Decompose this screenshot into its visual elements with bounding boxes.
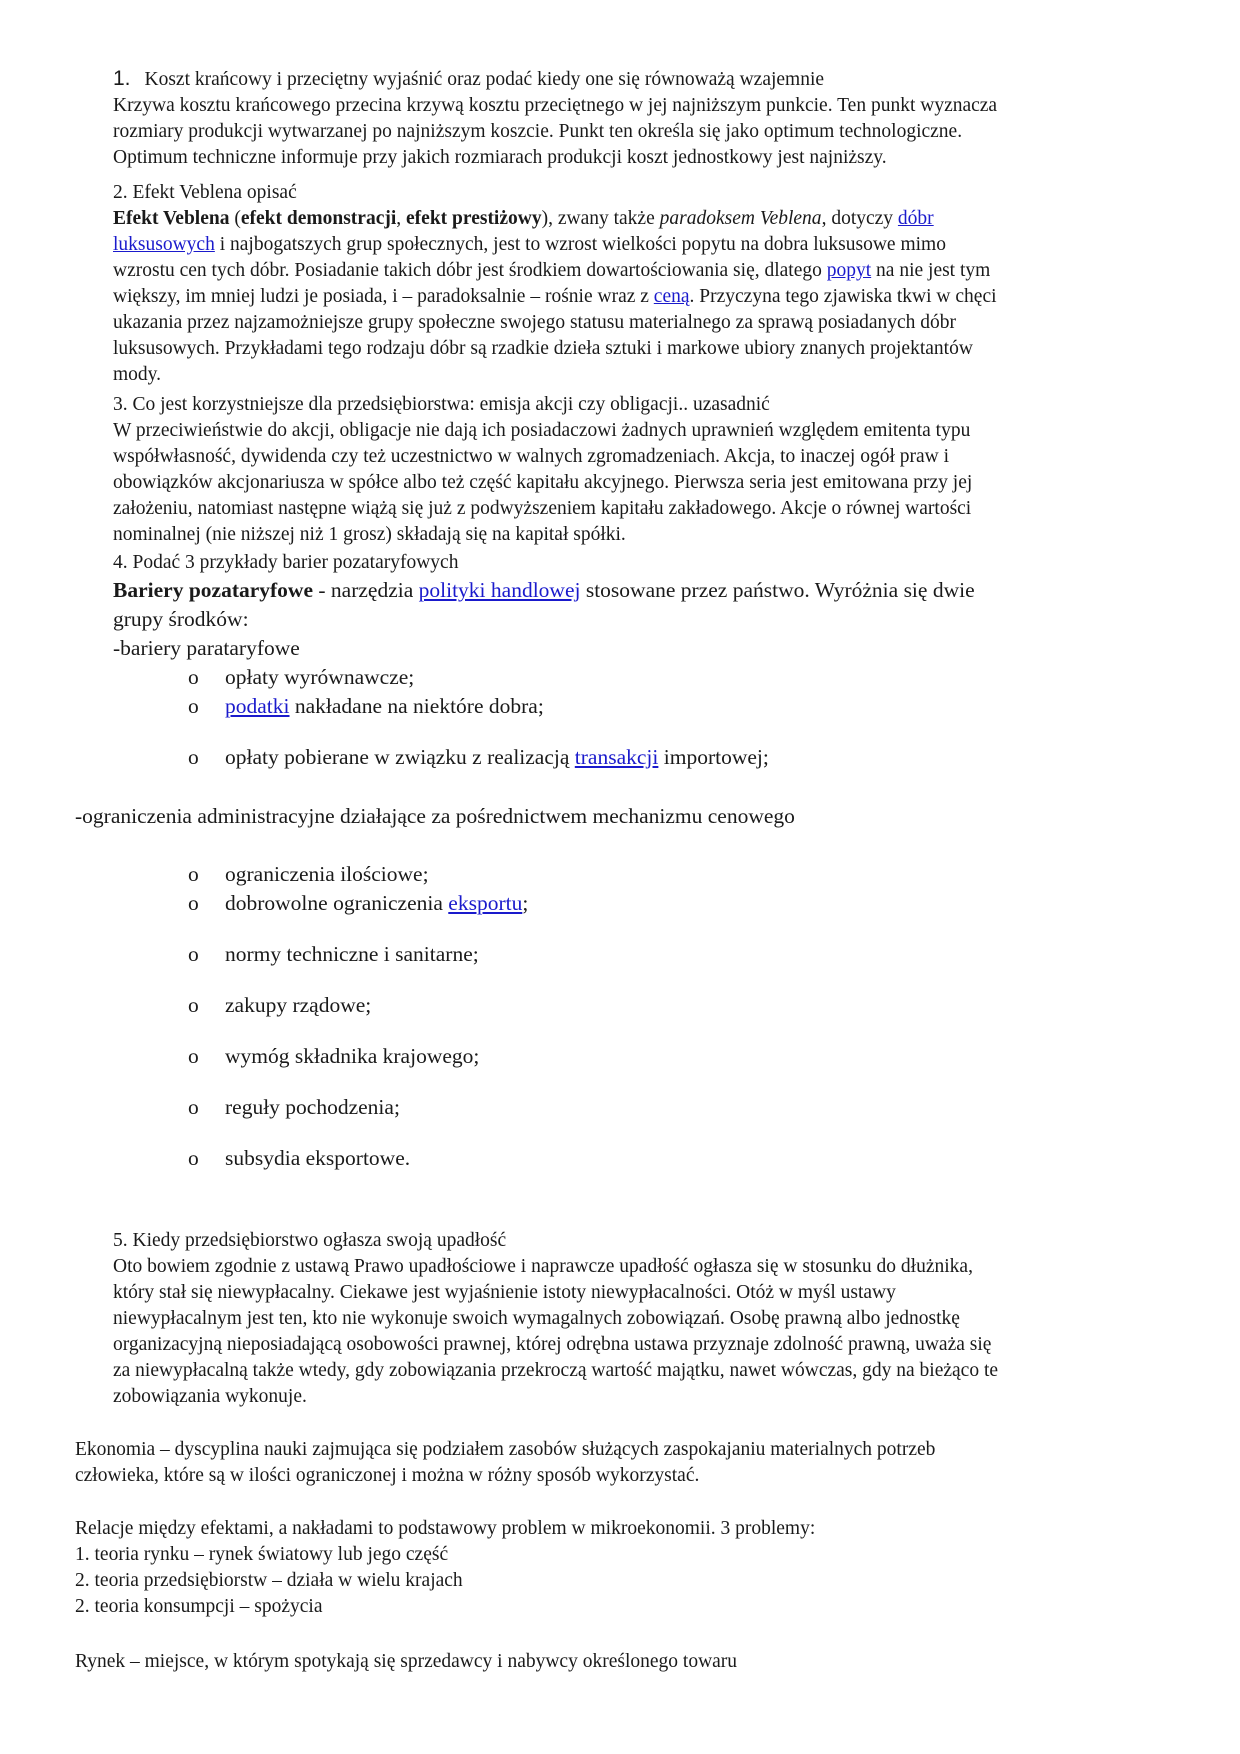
link-dobr[interactable]: dóbr [897, 208, 934, 229]
paragraph-line: nominalnej (nie niższej niż 1 grosz) składają się na kapitał spółki. [113, 524, 626, 545]
inline-text: ; [522, 891, 529, 915]
list-item-text: reguły pochodzenia; [225, 1095, 400, 1119]
bullet-marker: o [188, 745, 199, 769]
paragraph-line: W przeciwieństwie do akcji, obligacje nie dają ich posiadaczowi żadnych uprawnień względem emitenta typu [113, 420, 971, 441]
paragraph-line: Oto bowiem zgodnie z ustawą Prawo upadłościowe i naprawcze upadłość ogłasza się w stosunku do dłużnika, [113, 1256, 973, 1277]
inline-text: większy, im mniej ludzi je posiada, i – paradoksalnie – rośnie wraz z [113, 286, 654, 307]
question-5 [113, 1228, 1163, 1410]
bullet-marker: o [188, 665, 199, 689]
paragraph-line: Relacje między efektami, a nakładami to podstawowy problem w mikroekonomii. 3 problemy: [75, 1518, 816, 1539]
paragraph-line: 1. teoria rynku – rynek światowy lub jego część [75, 1544, 449, 1565]
paragraph-line: Ekonomia – dyscyplina nauki zajmująca się podziałem zasobów służących zaspokajaniu materialnych potrzeb [75, 1439, 936, 1460]
paragraph-line: człowieka, które są w ilości ograniczonej i można w różny sposób wykorzystać. [75, 1465, 700, 1486]
list-item-text [225, 692, 544, 721]
inline-text: ), zwany także [541, 208, 660, 229]
question-1-title: Koszt krańcowy i przeciętny wyjaśnić oraz podać kiedy one się równoważą wzajemnie [144, 69, 825, 90]
link-luksusowych[interactable]: luksusowych [113, 234, 215, 255]
inline-text: i najbogatszych grup społecznych, jest to wzrost wielkości popytu na dobra luksusowe mimo [214, 234, 946, 255]
list-item-text [225, 743, 769, 772]
inline-text: . Przyczyna tego zjawiska tkwi w chęci [689, 286, 997, 307]
paragraph-line: rozmiary produkcji wytwarzanej po najniższym koszcie. Punkt ten określa się jako optimum technologiczne. [113, 121, 963, 142]
paragraph-line: Rynek – miejsce, w którym spotykają się sprzedawcy i nabywcy określonego towaru [75, 1651, 738, 1672]
paragraph-line: który stał się niewypłacalny. Ciekawe jest wyjaśnienie istoty niewypłacalności. Otóż w myśl ustawy [113, 1282, 896, 1303]
question-2-title: 2. Efekt Veblena opisać [113, 182, 297, 203]
note-relacje [75, 1516, 1175, 1620]
paragraph-line: luksusowych. Przykładami tego rodzaju dóbr są rzadkie dzieła sztuki i markowe ubiory znanych projektantów [113, 338, 973, 359]
question-4-definition [113, 576, 1163, 663]
inline-text: importowej; [658, 745, 769, 769]
question-4-title-block [113, 550, 1163, 576]
list-item-text: wymóg składnika krajowego; [225, 1044, 480, 1068]
bullet-marker: o [188, 891, 199, 915]
question-1 [113, 66, 1163, 171]
question-2 [113, 180, 1163, 388]
list-item-text: normy techniczne i sanitarne; [225, 942, 479, 966]
paragraph-line [113, 258, 1163, 284]
paragraph-line [113, 206, 1163, 232]
paragraph-line: 2. teoria konsumpcji – spożycia [75, 1596, 323, 1617]
question-3 [113, 392, 1163, 548]
bold-term: Efekt Veblena [113, 208, 230, 229]
paragraph-line [113, 232, 1163, 258]
italic-term: paradoksem Veblena [659, 208, 822, 229]
inline-text: wzrostu cen tych dóbr. Posiadanie takich dóbr jest środkiem dowartościowania się, dlatego [113, 260, 822, 281]
bold-term: efekt prestiżowy [406, 208, 542, 229]
inline-text: dobrowolne ograniczenia [225, 891, 449, 915]
paragraph-line: organizacyjną nieposiadającą osobowości prawnej, której odrębna ustawa przyznaje zdolność prawną, uważa się [113, 1334, 992, 1355]
bullet-marker: o [188, 1044, 199, 1068]
bullet-marker: o [188, 1095, 199, 1119]
paragraph-line: mody. [113, 364, 162, 385]
list-item-text: ograniczenia ilościowe; [225, 862, 429, 886]
bullet-marker: o [188, 694, 199, 718]
list-item-text: opłaty wyrównawcze; [225, 665, 415, 689]
link-popyt[interactable]: popyt [826, 260, 872, 281]
paragraph-line: założeniu, natomiast następne wiążą się już z podwyższeniem kapitału zakładowego. Akcje o równej wartości [113, 498, 972, 519]
group-heading-parataryfowe: -bariery parataryfowe [113, 636, 300, 660]
note-ekonomia [75, 1437, 1175, 1489]
bullet-marker: o [188, 993, 199, 1017]
link-eksportu[interactable]: eksportu [448, 891, 523, 915]
paragraph-line: 2. teoria przedsiębiorstw – działa w wielu krajach [75, 1570, 463, 1591]
inline-text: nakładane na niektóre dobra; [289, 694, 544, 718]
inline-text: , dotyczy [821, 208, 898, 229]
question-3-title: 3. Co jest korzystniejsze dla przedsiębiorstwa: emisja akcji czy obligacji.. uzasadnić [113, 394, 770, 415]
paragraph-line: Krzywa kosztu krańcowego przecina krzywą kosztu przeciętnego w jej najniższym punkcie. Ten punkt wyznacza [113, 95, 998, 116]
paragraph-line [113, 576, 1163, 605]
paragraph-line: zobowiązania wykonuje. [113, 1386, 307, 1407]
bullet-marker: o [188, 1146, 199, 1170]
list-item-text [225, 889, 528, 918]
question-1-title-line [113, 66, 1163, 93]
list-item-text: subsydia eksportowe. [225, 1146, 411, 1170]
group-heading-administracyjne: -ograniczenia administracyjne działające za pośrednictwem mechanizmu cenowego [75, 804, 795, 828]
paragraph-line: grupy środków: [113, 607, 249, 631]
link-cena[interactable]: ceną [653, 286, 690, 307]
bullet-marker: o [188, 942, 199, 966]
paragraph-line: współwłasność, dywidenda czy też uczestnictwo w walnych zgromadzeniach. Akcja, to inaczej ogół praw i [113, 446, 950, 467]
inline-text: stosowane przez państwo. Wyróżnia się dwie [580, 578, 975, 602]
inline-text: opłaty pobierane w związku z realizacją [225, 745, 575, 769]
note-rynek [75, 1649, 1175, 1675]
link-podatki[interactable]: podatki [225, 694, 290, 718]
bold-term: efekt demonstracji [240, 208, 397, 229]
link-transakcji[interactable]: transakcji [574, 745, 659, 769]
bullet-marker: o [188, 862, 199, 886]
bold-term: Bariery pozataryfowe [113, 578, 313, 602]
inline-text: ( [229, 208, 241, 229]
inline-text: na nie jest tym [871, 260, 991, 281]
paragraph-line: Optimum techniczne informuje przy jakich rozmiarach produkcji koszt jednostkowy jest najniższy. [113, 147, 887, 168]
question-1-number: 1. [113, 67, 131, 90]
inline-text: , [396, 208, 407, 229]
paragraph-line: za niewypłacalną także wtedy, gdy zobowiązania przekroczą wartość majątku, nawet wówczas, gdy na bieżąco te [113, 1360, 999, 1381]
list-item-text: zakupy rządowe; [225, 993, 372, 1017]
paragraph-line: niewypłacalnym jest ten, kto nie wykonuje swoich wymagalnych zobowiązań. Osobę prawną albo jednostkę [113, 1308, 960, 1329]
link-polityki-handlowej[interactable]: polityki handlowej [418, 578, 581, 602]
paragraph-line: ukazania przez najzamożniejsze grupy społeczne swojego statusu materialnego za sprawą posiadanych dóbr [113, 312, 957, 333]
question-4-title: 4. Podać 3 przykłady barier pozataryfowych [113, 552, 459, 573]
paragraph-line [113, 284, 1163, 310]
inline-text: - narzędzia [313, 578, 419, 602]
paragraph-line: obowiązków akcjonariusza w spółce albo też część kapitału akcyjnego. Pierwsza seria jest emitowana przy jej [113, 472, 973, 493]
question-5-title: 5. Kiedy przedsiębiorstwo ogłasza swoją upadłość [113, 1230, 507, 1251]
